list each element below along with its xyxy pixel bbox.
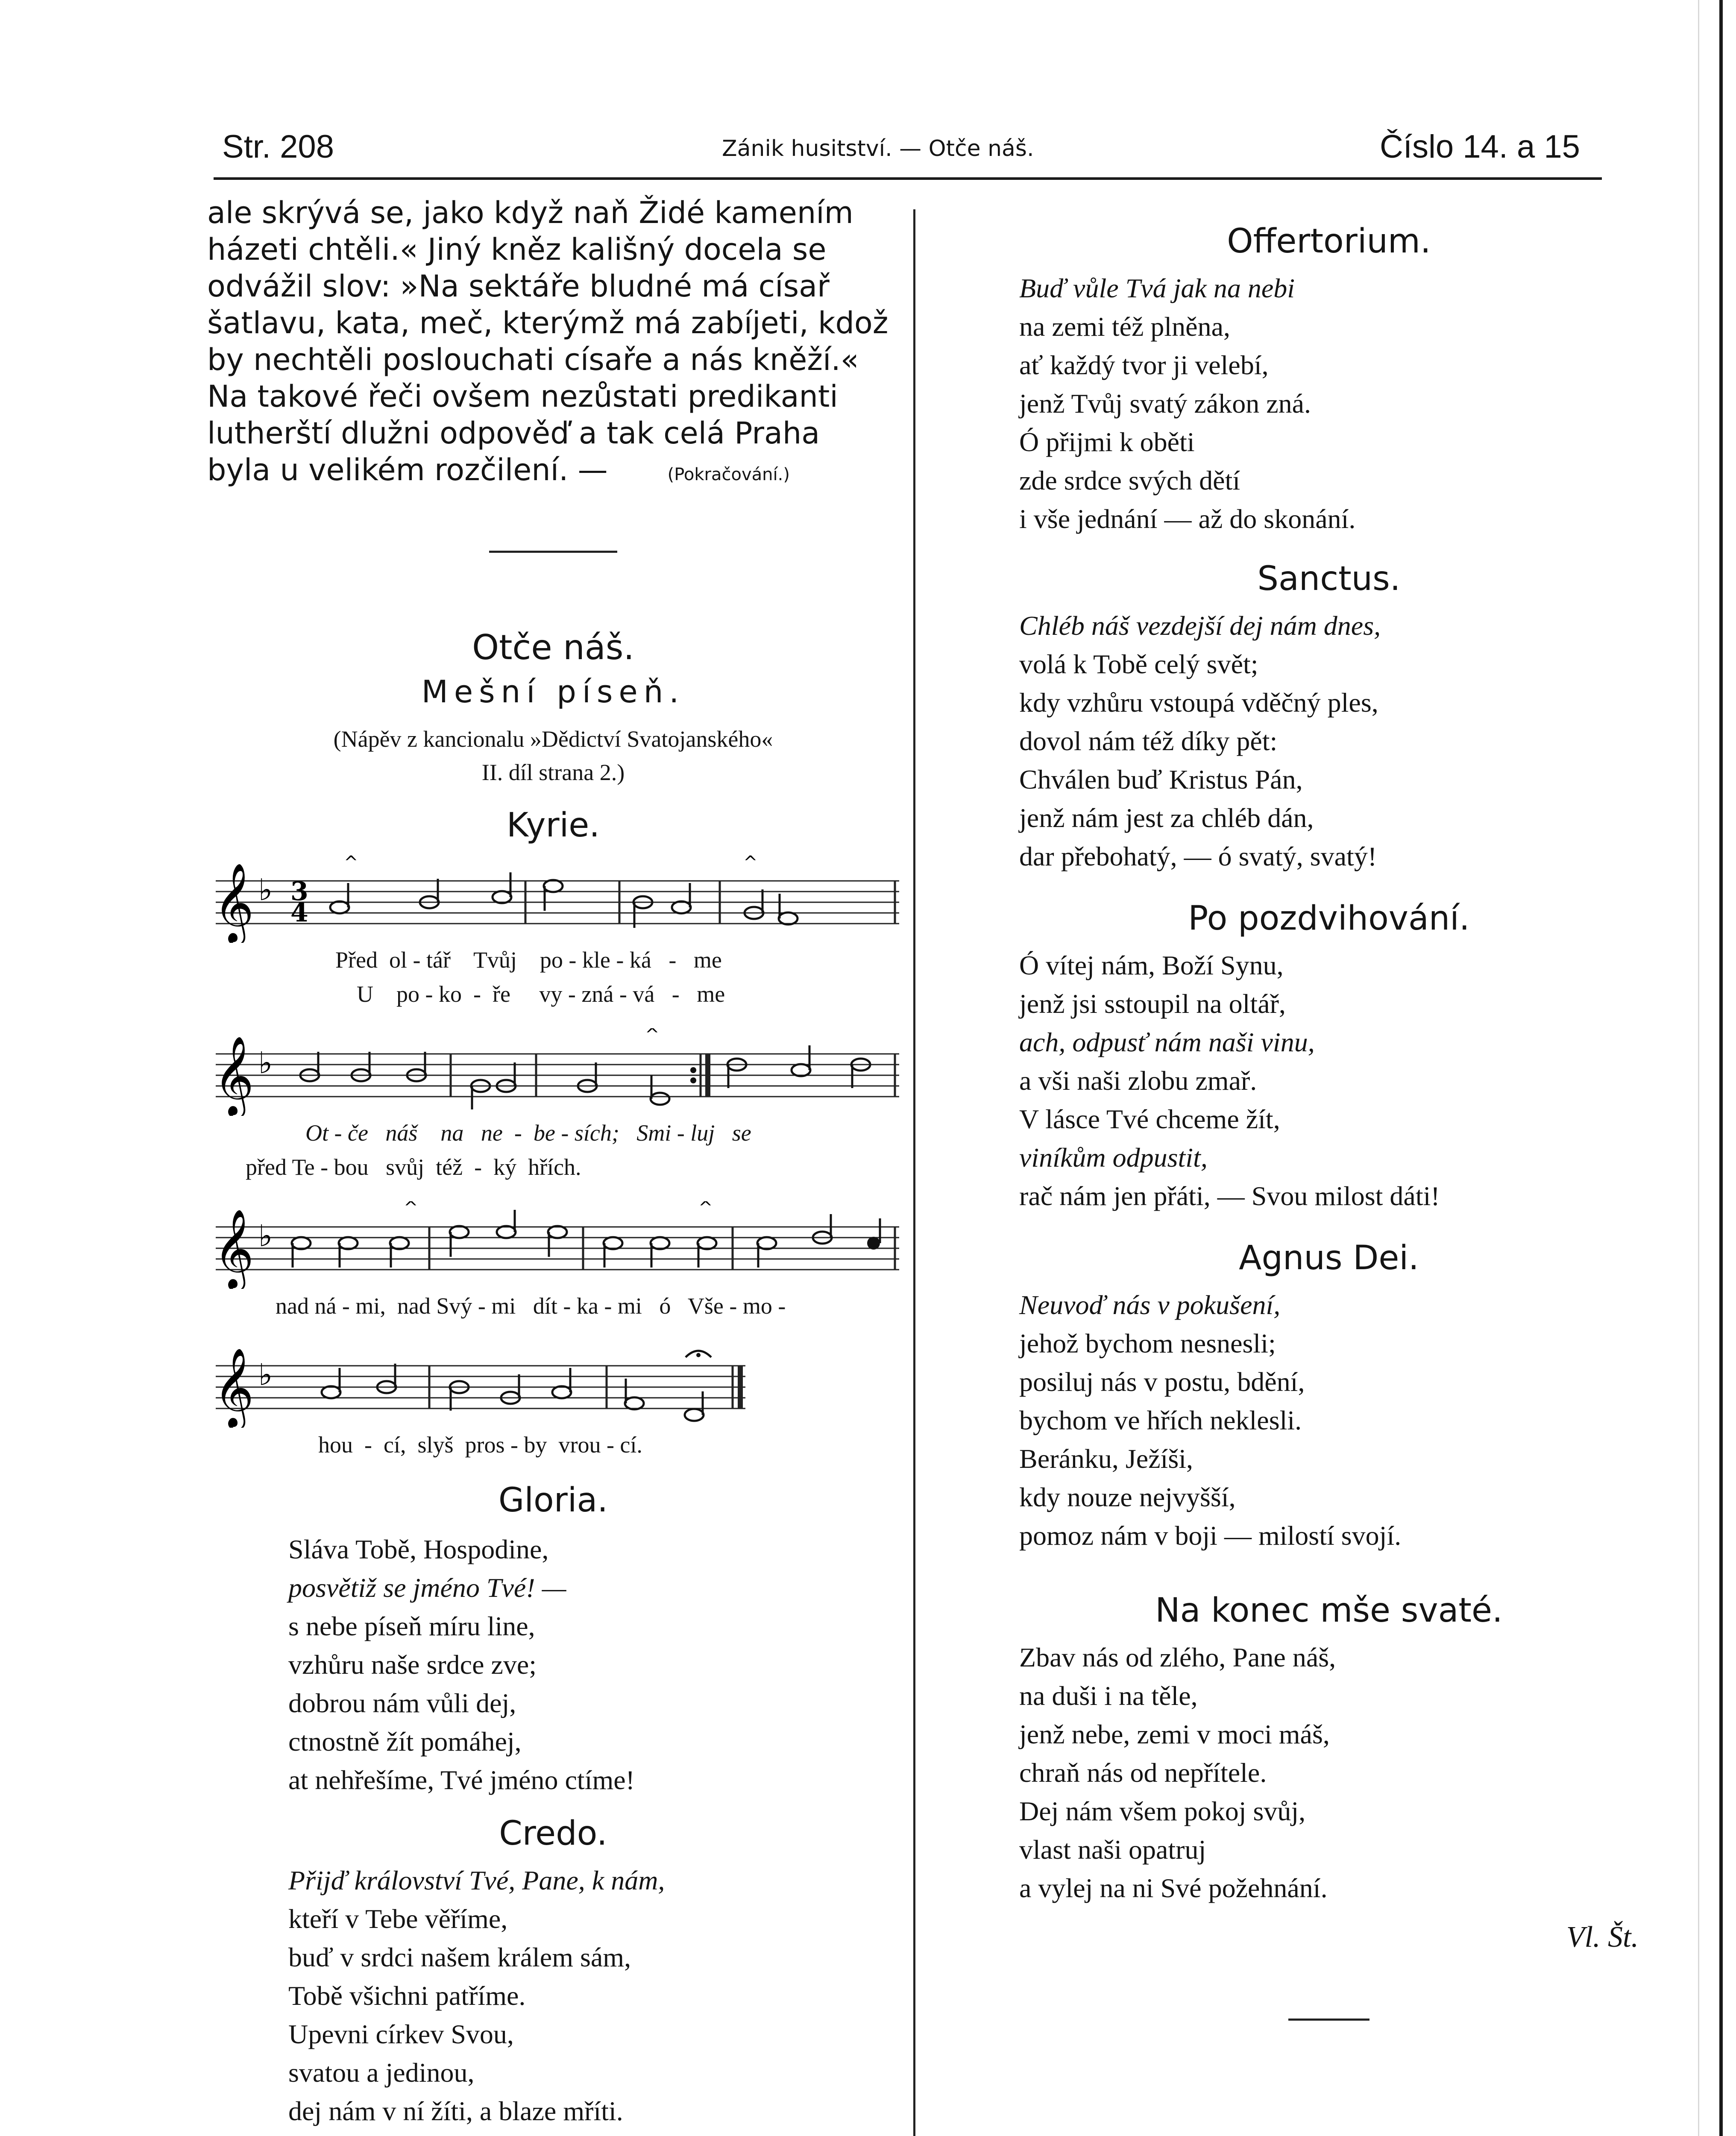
verse-line: kteří v Tebe věříme, xyxy=(288,1904,508,1934)
verse-line: buď v srdci našem králem sám, xyxy=(288,1942,631,1972)
verse-line: jenž nám jest za chléb dán, xyxy=(1019,803,1314,833)
verse-line: dar přebohatý, — ó svatý, svatý! xyxy=(1019,841,1377,871)
verse-line: Přijď království Tvé, Pane, k nám, xyxy=(288,1865,665,1895)
verse-line: jenž jsi sstoupil na oltář, xyxy=(1019,989,1286,1019)
section-title-sanctus: Sanctus. xyxy=(1257,560,1401,598)
header-rule xyxy=(214,177,1602,180)
text-line: Na takové řeči ovšem nezůstati predikanti xyxy=(207,379,838,414)
verse-gloria xyxy=(288,1530,899,1799)
verse-line: pomoz nám v boji — milostí svojí. xyxy=(1019,1520,1402,1551)
verse-line: chraň nás od nepřítele. xyxy=(1019,1758,1267,1788)
text-line: házeti chtěli.« Jiný kněz kališný docela se xyxy=(207,232,827,267)
continued-note: (Pokračování.) xyxy=(667,465,790,484)
music-staff xyxy=(207,1028,899,1116)
lyric-line: hou - cí, slyš pros - by vrou - cí. xyxy=(318,1432,642,1458)
verse-line: volá k Tobě celý svět; xyxy=(1019,649,1258,679)
lyric-line: Ot - če náš na ne - be - sích; Smi - luj se xyxy=(305,1120,751,1146)
svg-text:^: ^ xyxy=(344,855,358,872)
section-title-offertorium: Offertorium. xyxy=(1227,222,1431,261)
verse-line: jehož bychom nesnesli; xyxy=(1019,1328,1276,1358)
section-title-gloria: Gloria. xyxy=(498,1481,608,1520)
end-rule xyxy=(1288,2019,1369,2021)
text-line: lutherští dlužni odpověď a tak celá Praha xyxy=(207,416,820,451)
verse-offertorium xyxy=(1019,269,1639,538)
svg-text:♭: ♭ xyxy=(258,1045,273,1080)
verse-line: posvětiž se jméno Tvé! — xyxy=(288,1573,566,1603)
page-edge-right xyxy=(1719,0,1723,2136)
verse-line: Chválen buď Kristus Pán, xyxy=(1019,764,1303,795)
section-title-agnus-dei: Agnus Dei. xyxy=(1239,1239,1419,1277)
section-title-credo: Credo. xyxy=(499,1814,607,1853)
verse-line: Neuvoď nás v pokušení, xyxy=(1019,1290,1281,1320)
song-source-note: (Nápěv z kancionalu »Dědictví Svatojanského« xyxy=(333,726,773,752)
verse-line: kdy nouze nejvyšší, xyxy=(1019,1482,1236,1512)
left-column xyxy=(207,194,899,2130)
verse-na-konec xyxy=(1019,1638,1639,1907)
staff-notation xyxy=(207,1201,899,1289)
svg-text:𝄞: 𝄞 xyxy=(214,1035,254,1115)
svg-text:♭: ♭ xyxy=(258,872,273,907)
author-signature: Vl. Št. xyxy=(1566,1921,1639,1954)
column-divider xyxy=(913,209,915,2136)
verse-line: posiluj nás v postu, bdění, xyxy=(1019,1367,1305,1397)
text-line-last: byla u velikém rozčilení. — xyxy=(207,452,608,487)
svg-text:𝄞: 𝄞 xyxy=(214,1347,254,1427)
verse-sanctus xyxy=(1019,607,1639,876)
verse-line: bychom ve hřích neklesli. xyxy=(1019,1405,1302,1435)
page-number: Str. 208 xyxy=(222,129,334,165)
verse-line: dobrou nám vůli dej, xyxy=(288,1688,516,1718)
verse-line: Ó vítej nám, Boží Synu, xyxy=(1019,950,1284,980)
verse-credo xyxy=(288,1861,899,2130)
verse-line: jenž nebe, zemi v moci máš, xyxy=(1019,1719,1330,1749)
staff-notation xyxy=(207,1028,899,1116)
verse-line: Tobě všichni patříme. xyxy=(288,1980,526,2011)
svg-text:♭: ♭ xyxy=(258,1357,273,1392)
section-title-pozdvihovani: Po pozdvihování. xyxy=(1188,899,1470,938)
text-line: by nechtěli poslouchati císaře a nás kněží.« xyxy=(207,342,859,377)
verse-line: at nehřešíme, Tvé jméno ctíme! xyxy=(288,1765,635,1795)
text-line: odvážil slov: »Na sektáře bludné má císař xyxy=(207,269,830,304)
verse-line: Zbav nás od zlého, Pane náš, xyxy=(1019,1642,1336,1672)
verse-line: svatou a jedinou, xyxy=(288,2057,475,2088)
verse-line: Ó přijmi k oběti xyxy=(1019,427,1195,457)
verse-line: dej nám v ní žíti, a blaze mříti. xyxy=(288,2096,623,2126)
verse-line: kdy vzhůru vstoupá vděčný ples, xyxy=(1019,687,1378,718)
verse-line: ach, odpusť nám naši vinu, xyxy=(1019,1027,1315,1057)
text-line: ale skrývá se, jako když naň Židé kamením xyxy=(207,195,853,230)
right-column xyxy=(1019,222,1639,2021)
verse-line: a vylej na ni Své požehnání. xyxy=(1019,1873,1328,1903)
song-title: Otče náš. xyxy=(472,628,634,667)
svg-text:^: ^ xyxy=(645,1028,660,1045)
verse-pozdvihovani xyxy=(1019,946,1639,1215)
music-staff xyxy=(207,1201,899,1289)
verse-line: i vše jednání — až do skonání. xyxy=(1019,504,1356,534)
verse-line: Chléb náš vezdejší dej nám dnes, xyxy=(1019,610,1381,641)
verse-line: viníkům odpustit, xyxy=(1019,1142,1208,1173)
verse-line: vlast naši opatruj xyxy=(1019,1834,1206,1865)
text-line: šatlavu, kata, meč, kterýmž má zabíjeti, kdož xyxy=(207,305,889,340)
verse-line: rač nám jen přáti, — Svou milost dáti! xyxy=(1019,1181,1440,1211)
verse-line: dovol nám též díky pět: xyxy=(1019,726,1278,756)
verse-agnus-dei xyxy=(1019,1286,1639,1555)
music-staff xyxy=(207,855,899,943)
svg-text:^: ^ xyxy=(743,855,758,872)
verse-line: ctnostně žít pomáhej, xyxy=(288,1726,522,1757)
song-source-note: II. díl strana 2.) xyxy=(481,760,625,785)
verse-line: ať každý tvor ji velebí, xyxy=(1019,350,1269,380)
svg-text:^: ^ xyxy=(698,1201,713,1218)
verse-line: na duši i na těle, xyxy=(1019,1681,1198,1711)
svg-text:3: 3 xyxy=(290,877,308,907)
verse-line: jenž Tvůj svatý zákon zná. xyxy=(1019,388,1311,419)
staff-notation xyxy=(207,855,899,943)
verse-line: Buď vůle Tvá jak na nebi xyxy=(1019,273,1295,303)
verse-line: Beránku, Ježíši, xyxy=(1019,1444,1193,1474)
music-staff xyxy=(207,1340,899,1428)
verse-line: s nebe píseň míru line, xyxy=(288,1611,535,1641)
verse-line: Sláva Tobě, Hospodine, xyxy=(288,1534,549,1564)
staff-notation xyxy=(207,1340,899,1428)
verse-line: na zemi též plněna, xyxy=(1019,311,1230,342)
lyric-line: nad ná - mi, nad Svý - mi dít - ka - mi ó Vše - mo - xyxy=(276,1293,786,1319)
lyric-line: U po - ko - ře vy - zná - vá - me xyxy=(357,981,725,1007)
svg-text:𝄞: 𝄞 xyxy=(214,862,254,942)
page-fold-line xyxy=(1698,0,1699,2136)
verse-line: a vši naši zlobu zmař. xyxy=(1019,1065,1257,1096)
section-title-kyrie: Kyrie. xyxy=(506,806,600,845)
verse-line: vzhůru naše srdce zve; xyxy=(288,1649,537,1680)
section-title-na-konec: Na konec mše svaté. xyxy=(1155,1591,1503,1630)
svg-text:4: 4 xyxy=(290,898,308,928)
running-title: Zánik husitství. — Otče náš. xyxy=(722,136,1034,161)
svg-text:^: ^ xyxy=(404,1201,418,1218)
issue-number: Číslo 14. a 15 xyxy=(1380,129,1580,165)
separator-rule xyxy=(489,551,617,553)
verse-line: Upevni církev Svou, xyxy=(288,2019,514,2049)
verse-line: Dej nám všem pokoj svůj, xyxy=(1019,1796,1306,1826)
verse-line: V lásce Tvé chceme žít, xyxy=(1019,1104,1280,1134)
verse-line: zde srdce svých dětí xyxy=(1019,465,1240,496)
svg-text:𝄞: 𝄞 xyxy=(214,1208,254,1288)
lyric-line: Před ol - tář Tvůj po - kle - ká - me xyxy=(335,947,722,973)
song-subtitle: Mešní píseň. xyxy=(421,674,685,710)
text-line xyxy=(207,452,899,493)
svg-text:♭: ♭ xyxy=(258,1218,273,1253)
article-continuation xyxy=(207,194,899,493)
lyric-line: před Te - bou svůj též - ký hřích. xyxy=(246,1154,581,1180)
